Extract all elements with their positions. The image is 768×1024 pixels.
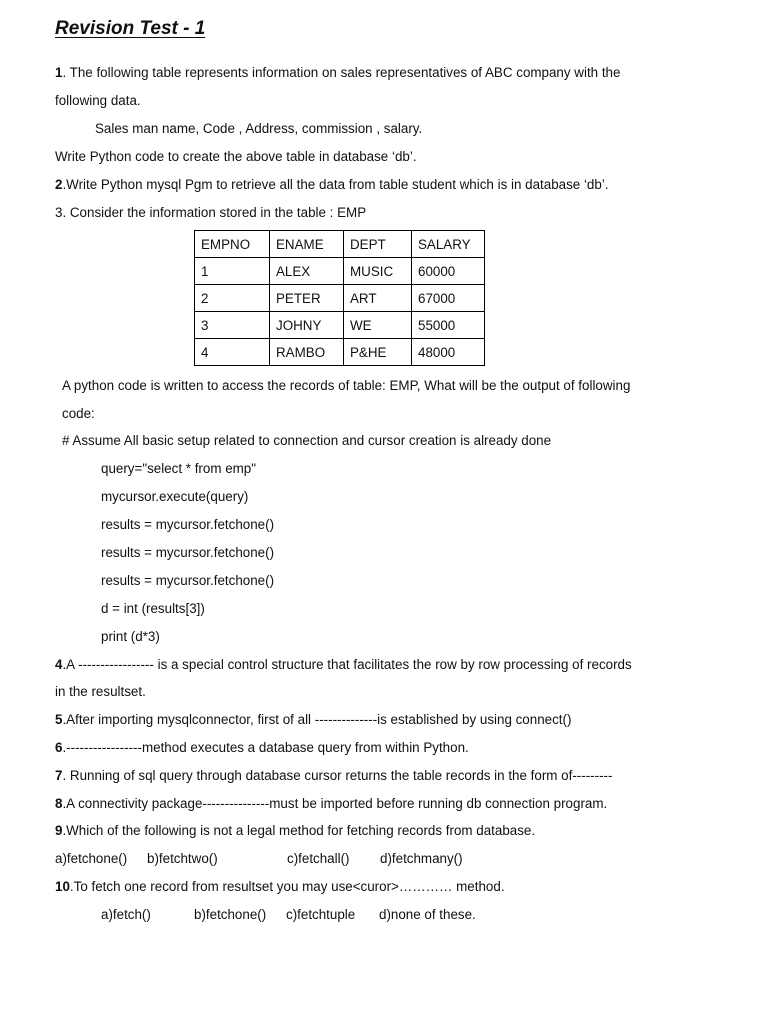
table-cell: 60000 bbox=[412, 258, 485, 285]
question-text: .A connectivity package---------------must be imported before running db connection program. bbox=[62, 796, 608, 811]
table-cell: PETER bbox=[270, 285, 344, 312]
question-9-option-b: b)fetchtwo() bbox=[147, 851, 218, 866]
table-row bbox=[195, 285, 485, 312]
table-header-row bbox=[195, 231, 485, 258]
code-comment: # Assume All basic setup related to connection and cursor creation is already done bbox=[62, 433, 552, 448]
question-9-option-a: a)fetchone() bbox=[55, 851, 128, 866]
code-line: query="select * from emp" bbox=[101, 461, 257, 476]
emp-table bbox=[194, 230, 485, 366]
question-4-line-1 bbox=[55, 656, 632, 674]
table-row bbox=[195, 312, 485, 339]
question-10 bbox=[55, 878, 505, 896]
question-3-intro: 3. Consider the information stored in the table : EMP bbox=[55, 205, 367, 220]
code-line: results = mycursor.fetchone() bbox=[101, 545, 275, 560]
question-text: .A ----------------- is a special control structure that facilitates the row by row processing of records bbox=[62, 657, 632, 672]
code-line: results = mycursor.fetchone() bbox=[101, 573, 275, 588]
table-cell: 48000 bbox=[412, 339, 485, 366]
question-number: 5 bbox=[55, 712, 63, 727]
question-number: 8 bbox=[55, 796, 63, 811]
question-text: .Write Python mysql Pgm to retrieve all the data from table student which is in database ‘db’. bbox=[62, 177, 609, 192]
table-cell: 1 bbox=[195, 258, 270, 285]
question-6 bbox=[55, 739, 469, 757]
question-text: . The following table represents information on sales representatives of ABC company with the bbox=[62, 65, 621, 80]
question-1-line-4: Write Python code to create the above table in database ‘db’. bbox=[55, 149, 417, 164]
table-cell: 2 bbox=[195, 285, 270, 312]
code-line: results = mycursor.fetchone() bbox=[101, 517, 275, 532]
table-cell: RAMBO bbox=[270, 339, 344, 366]
code-line: d = int (results[3]) bbox=[101, 601, 205, 616]
question-9-option-c: c)fetchall() bbox=[287, 851, 350, 866]
question-number: 7 bbox=[55, 768, 63, 783]
question-text: .Which of the following is not a legal method for fetching records from database. bbox=[62, 823, 536, 838]
question-number: 4 bbox=[55, 657, 63, 672]
question-number: 1 bbox=[55, 65, 63, 80]
table-cell: P&HE bbox=[344, 339, 412, 366]
question-1-line-1 bbox=[55, 64, 620, 82]
table-cell: 3 bbox=[195, 312, 270, 339]
question-number: 6 bbox=[55, 740, 63, 755]
question-10-option-c: c)fetchtuple bbox=[286, 907, 356, 922]
question-10-option-b: b)fetchone() bbox=[194, 907, 267, 922]
question-3-prompt-line-1: A python code is written to access the records of table: EMP, What will be the output of following bbox=[62, 378, 631, 393]
question-1-line-2: following data. bbox=[55, 93, 141, 108]
table-header-cell: SALARY bbox=[412, 231, 485, 258]
question-10-option-a: a)fetch() bbox=[101, 907, 151, 922]
question-text: .After importing mysqlconnector, first of all --------------is established by using connect() bbox=[62, 712, 572, 727]
code-line: mycursor.execute(query) bbox=[101, 489, 249, 504]
table-cell: JOHNY bbox=[270, 312, 344, 339]
table-header-cell: EMPNO bbox=[195, 231, 270, 258]
question-10-option-d: d)none of these. bbox=[379, 907, 476, 922]
question-9-option-d: d)fetchmany() bbox=[380, 851, 463, 866]
table-cell: MUSIC bbox=[344, 258, 412, 285]
question-3-prompt-line-2: code: bbox=[62, 406, 95, 421]
page-title: Revision Test - 1 bbox=[55, 18, 206, 39]
table-cell: WE bbox=[344, 312, 412, 339]
question-number: 10 bbox=[55, 879, 70, 894]
table-cell: 4 bbox=[195, 339, 270, 366]
table-row bbox=[195, 339, 485, 366]
table-row bbox=[195, 258, 485, 285]
question-9 bbox=[55, 822, 535, 840]
question-5 bbox=[55, 711, 571, 729]
table-header-cell: ENAME bbox=[270, 231, 344, 258]
question-text: . Running of sql query through database cursor returns the table records in the form of--------- bbox=[62, 768, 613, 783]
question-7 bbox=[55, 767, 612, 785]
table-cell: 55000 bbox=[412, 312, 485, 339]
question-number: 9 bbox=[55, 823, 63, 838]
table-cell: ALEX bbox=[270, 258, 344, 285]
question-1-fields: Sales man name, Code , Address, commission , salary. bbox=[95, 121, 423, 136]
table-header-cell: DEPT bbox=[344, 231, 412, 258]
question-number: 2 bbox=[55, 177, 63, 192]
question-8 bbox=[55, 795, 607, 813]
table-cell: ART bbox=[344, 285, 412, 312]
question-text: .-----------------method executes a database query from within Python. bbox=[62, 740, 469, 755]
question-text: .To fetch one record from resultset you may use<curor>………… method. bbox=[69, 879, 505, 894]
table-cell: 67000 bbox=[412, 285, 485, 312]
question-4-line-2: in the resultset. bbox=[55, 684, 146, 699]
question-2 bbox=[55, 176, 609, 194]
code-line: print (d*3) bbox=[101, 629, 160, 644]
